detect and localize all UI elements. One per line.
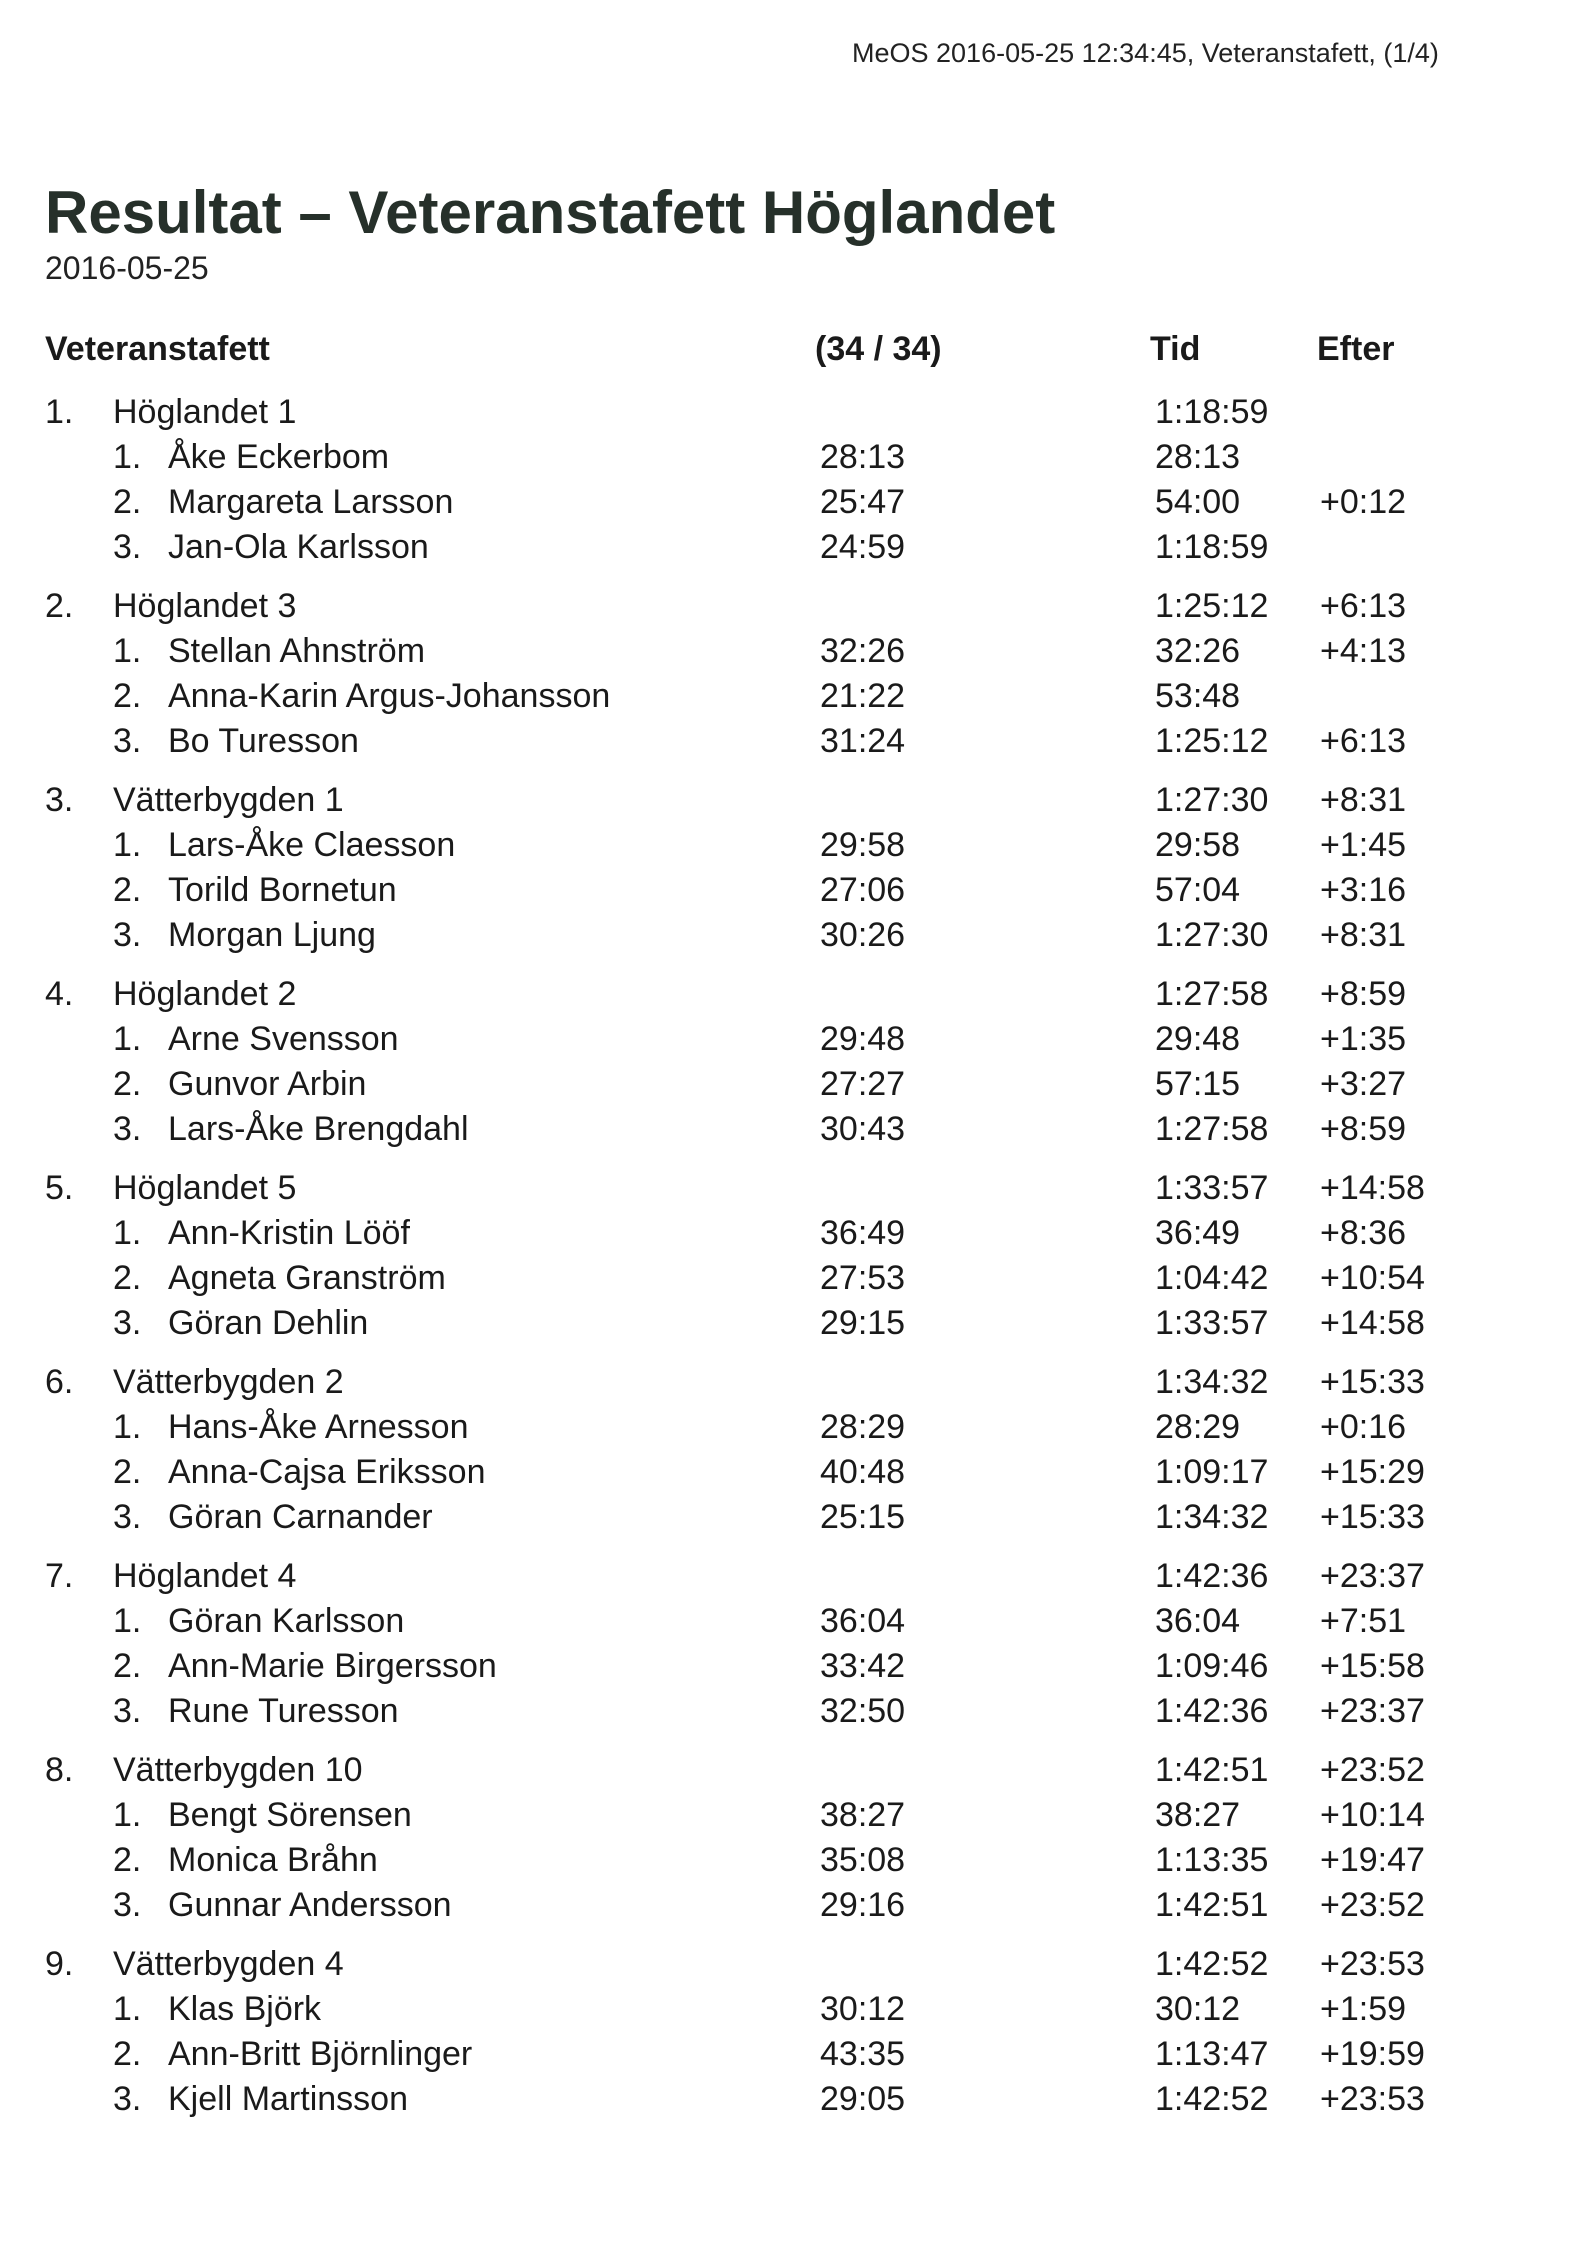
runner-name: Bo Turesson: [168, 722, 359, 760]
leg-row: [45, 2032, 1465, 2077]
leg-time: 25:47: [820, 483, 906, 521]
leg-place: 3.: [113, 916, 142, 954]
leg-row: [45, 823, 1465, 868]
runner-name: Anna-Karin Argus-Johansson: [168, 677, 611, 715]
leg-time: 30:12: [820, 1990, 906, 2028]
leg-tid: 32:26: [1155, 632, 1241, 670]
leg-tid: 28:13: [1155, 438, 1241, 476]
runner-name: Monica Bråhn: [168, 1841, 378, 1879]
team-tid: 1:25:12: [1155, 587, 1269, 625]
team-name: Vätterbygden 2: [113, 1363, 344, 1401]
leg-time: 36:04: [820, 1602, 906, 1640]
leg-tid: 53:48: [1155, 677, 1241, 715]
leg-row: [45, 480, 1465, 525]
leg-time: 27:27: [820, 1065, 906, 1103]
team-name: Vätterbygden 1: [113, 781, 344, 819]
leg-tid: 1:13:35: [1155, 1841, 1269, 1879]
leg-time: 30:26: [820, 916, 906, 954]
team-tid: 1:34:32: [1155, 1363, 1269, 1401]
leg-place: 2.: [113, 1647, 142, 1685]
leg-row: [45, 1644, 1465, 1689]
leg-time: 35:08: [820, 1841, 906, 1879]
team-place: 5.: [45, 1169, 74, 1207]
leg-tid: 1:13:47: [1155, 2035, 1269, 2073]
team-efter: +14:58: [1320, 1169, 1425, 1207]
team-block: [45, 1554, 1465, 1734]
team-row: [45, 390, 1465, 435]
team-efter: +15:33: [1320, 1363, 1425, 1401]
team-name: Höglandet 5: [113, 1169, 297, 1207]
leg-place: 3.: [113, 1110, 142, 1148]
leg-time: 32:26: [820, 632, 906, 670]
runner-name: Kjell Martinsson: [168, 2080, 408, 2118]
team-tid: 1:27:58: [1155, 975, 1269, 1013]
leg-row: [45, 719, 1465, 764]
leg-tid: 1:34:32: [1155, 1498, 1269, 1536]
leg-time: 29:48: [820, 1020, 906, 1058]
leg-row: [45, 1017, 1465, 1062]
leg-row: [45, 1495, 1465, 1540]
team-row: [45, 972, 1465, 1017]
leg-row: [45, 913, 1465, 958]
team-row: [45, 1360, 1465, 1405]
team-name: Höglandet 1: [113, 393, 297, 431]
team-block: [45, 1942, 1465, 2122]
runner-name: Arne Svensson: [168, 1020, 399, 1058]
count-header: (34 / 34): [815, 330, 942, 368]
leg-tid: 54:00: [1155, 483, 1241, 521]
leg-place: 1.: [113, 826, 142, 864]
leg-time: 43:35: [820, 2035, 906, 2073]
team-row: [45, 1942, 1465, 1987]
team-efter: +8:59: [1320, 975, 1407, 1013]
team-row: [45, 778, 1465, 823]
leg-place: 1.: [113, 1602, 142, 1640]
leg-place: 1.: [113, 1214, 142, 1252]
leg-tid: 28:29: [1155, 1408, 1241, 1446]
team-tid: 1:18:59: [1155, 393, 1269, 431]
leg-efter: +10:54: [1320, 1259, 1425, 1297]
leg-time: 29:16: [820, 1886, 906, 1924]
runner-name: Rune Turesson: [168, 1692, 399, 1730]
leg-place: 2.: [113, 1065, 142, 1103]
leg-tid: 57:15: [1155, 1065, 1241, 1103]
leg-tid: 36:49: [1155, 1214, 1241, 1252]
leg-place: 2.: [113, 483, 142, 521]
leg-efter: +23:52: [1320, 1886, 1425, 1924]
leg-efter: +1:59: [1320, 1990, 1407, 2028]
leg-place: 2.: [113, 2035, 142, 2073]
leg-time: 27:53: [820, 1259, 906, 1297]
leg-tid: 1:09:46: [1155, 1647, 1269, 1685]
leg-tid: 1:09:17: [1155, 1453, 1269, 1491]
team-row: [45, 1748, 1465, 1793]
leg-efter: +6:13: [1320, 722, 1407, 760]
leg-row: [45, 1883, 1465, 1928]
leg-place: 2.: [113, 1259, 142, 1297]
runner-name: Morgan Ljung: [168, 916, 376, 954]
team-place: 8.: [45, 1751, 74, 1789]
team-name: Vätterbygden 10: [113, 1751, 363, 1789]
runner-name: Åke Eckerbom: [168, 438, 390, 476]
leg-place: 3.: [113, 1498, 142, 1536]
leg-row: [45, 1062, 1465, 1107]
leg-place: 2.: [113, 871, 142, 909]
team-place: 1.: [45, 393, 74, 431]
leg-efter: +8:59: [1320, 1110, 1407, 1148]
team-name: Vätterbygden 4: [113, 1945, 344, 1983]
leg-efter: +23:37: [1320, 1692, 1425, 1730]
leg-time: 31:24: [820, 722, 906, 760]
leg-place: 2.: [113, 1453, 142, 1491]
runner-name: Bengt Sörensen: [168, 1796, 412, 1834]
leg-efter: +15:58: [1320, 1647, 1425, 1685]
runner-name: Göran Dehlin: [168, 1304, 369, 1342]
leg-place: 3.: [113, 1886, 142, 1924]
leg-row: [45, 1838, 1465, 1883]
leg-time: 21:22: [820, 677, 906, 715]
runner-name: Lars-Åke Claesson: [168, 826, 456, 864]
team-tid: 1:33:57: [1155, 1169, 1269, 1207]
leg-tid: 1:42:52: [1155, 2080, 1269, 2118]
team-efter: +23:52: [1320, 1751, 1425, 1789]
runner-name: Klas Björk: [168, 1990, 322, 2028]
leg-place: 2.: [113, 1841, 142, 1879]
leg-place: 1.: [113, 632, 142, 670]
runner-name: Torild Bornetun: [168, 871, 397, 909]
team-block: [45, 584, 1465, 764]
leg-tid: 1:42:51: [1155, 1886, 1269, 1924]
runner-name: Lars-Åke Brengdahl: [168, 1110, 469, 1148]
team-place: 2.: [45, 587, 74, 625]
team-block: [45, 972, 1465, 1152]
leg-time: 29:05: [820, 2080, 906, 2118]
leg-efter: +3:16: [1320, 871, 1407, 909]
results-table: [45, 330, 1465, 2136]
team-place: 9.: [45, 1945, 74, 1983]
leg-tid: 1:25:12: [1155, 722, 1269, 760]
leg-tid: 1:27:30: [1155, 916, 1269, 954]
leg-tid: 36:04: [1155, 1602, 1241, 1640]
leg-time: 29:15: [820, 1304, 906, 1342]
leg-efter: +14:58: [1320, 1304, 1425, 1342]
runner-name: Hans-Åke Arnesson: [168, 1408, 469, 1446]
team-block: [45, 390, 1465, 570]
efter-header: Efter: [1317, 330, 1395, 368]
leg-row: [45, 1689, 1465, 1734]
leg-place: 1.: [113, 438, 142, 476]
leg-row: [45, 1793, 1465, 1838]
leg-tid: 1:04:42: [1155, 1259, 1269, 1297]
team-efter: +23:37: [1320, 1557, 1425, 1595]
leg-row: [45, 1107, 1465, 1152]
leg-row: [45, 1301, 1465, 1346]
leg-place: 1.: [113, 1408, 142, 1446]
leg-time: 28:13: [820, 438, 906, 476]
leg-row: [45, 1256, 1465, 1301]
team-efter: +8:31: [1320, 781, 1407, 819]
leg-row: [45, 435, 1465, 480]
leg-place: 1.: [113, 1796, 142, 1834]
runner-name: Göran Carnander: [168, 1498, 433, 1536]
team-tid: 1:42:36: [1155, 1557, 1269, 1595]
leg-efter: +1:45: [1320, 826, 1407, 864]
leg-time: 28:29: [820, 1408, 906, 1446]
leg-efter: +7:51: [1320, 1602, 1407, 1640]
leg-row: [45, 1211, 1465, 1256]
leg-efter: +0:16: [1320, 1408, 1407, 1446]
runner-name: Ann-Britt Björnlinger: [168, 2035, 473, 2073]
leg-place: 3.: [113, 722, 142, 760]
leg-place: 3.: [113, 2080, 142, 2118]
leg-efter: +0:12: [1320, 483, 1407, 521]
team-row: [45, 1554, 1465, 1599]
team-tid: 1:42:51: [1155, 1751, 1269, 1789]
leg-row: [45, 629, 1465, 674]
team-tid: 1:42:52: [1155, 1945, 1269, 1983]
team-block: [45, 778, 1465, 958]
runner-name: Gunvor Arbin: [168, 1065, 367, 1103]
team-place: 7.: [45, 1557, 74, 1595]
team-place: 6.: [45, 1363, 74, 1401]
team-row: [45, 584, 1465, 629]
team-name: Höglandet 2: [113, 975, 297, 1013]
leg-time: 36:49: [820, 1214, 906, 1252]
runner-name: Göran Karlsson: [168, 1602, 405, 1640]
leg-efter: +15:33: [1320, 1498, 1425, 1536]
team-efter: +23:53: [1320, 1945, 1425, 1983]
event-date: 2016-05-25: [45, 250, 209, 286]
leg-time: 29:58: [820, 826, 906, 864]
team-row: [45, 1166, 1465, 1211]
team-name: Höglandet 4: [113, 1557, 297, 1595]
runner-name: Gunnar Andersson: [168, 1886, 452, 1924]
leg-row: [45, 1599, 1465, 1644]
team-block: [45, 1166, 1465, 1346]
leg-tid: 29:58: [1155, 826, 1241, 864]
class-name-header: Veteranstafett: [45, 330, 270, 368]
leg-place: 3.: [113, 528, 142, 566]
leg-row: [45, 1405, 1465, 1450]
team-place: 4.: [45, 975, 74, 1013]
team-name: Höglandet 3: [113, 587, 297, 625]
leg-row: [45, 868, 1465, 913]
leg-tid: 30:12: [1155, 1990, 1241, 2028]
leg-time: 40:48: [820, 1453, 906, 1491]
tid-header: Tid: [1150, 330, 1201, 368]
team-efter: +6:13: [1320, 587, 1407, 625]
runner-name: Ann-Kristin Lööf: [168, 1214, 410, 1252]
runner-name: Agneta Granström: [168, 1259, 446, 1297]
runner-name: Stellan Ahnström: [168, 632, 426, 670]
leg-time: 30:43: [820, 1110, 906, 1148]
leg-efter: +1:35: [1320, 1020, 1407, 1058]
leg-efter: +8:31: [1320, 916, 1407, 954]
leg-time: 27:06: [820, 871, 906, 909]
leg-row: [45, 674, 1465, 719]
leg-tid: 1:33:57: [1155, 1304, 1269, 1342]
leg-time: 33:42: [820, 1647, 906, 1685]
leg-efter: +8:36: [1320, 1214, 1407, 1252]
leg-efter: +3:27: [1320, 1065, 1407, 1103]
page-title: Resultat – Veteranstafett Höglandet: [45, 179, 1056, 246]
leg-tid: 29:48: [1155, 1020, 1241, 1058]
leg-efter: +23:53: [1320, 2080, 1425, 2118]
leg-efter: +15:29: [1320, 1453, 1425, 1491]
leg-tid: 1:42:36: [1155, 1692, 1269, 1730]
leg-time: 24:59: [820, 528, 906, 566]
leg-tid: 57:04: [1155, 871, 1241, 909]
team-block: [45, 1360, 1465, 1540]
results-header-row: [45, 330, 1465, 390]
leg-place: 1.: [113, 1990, 142, 2028]
team-place: 3.: [45, 781, 74, 819]
runner-name: Jan-Ola Karlsson: [168, 528, 429, 566]
leg-row: [45, 2077, 1465, 2122]
leg-row: [45, 525, 1465, 570]
leg-efter: +19:59: [1320, 2035, 1425, 2073]
leg-tid: 1:18:59: [1155, 528, 1269, 566]
leg-place: 2.: [113, 677, 142, 715]
leg-place: 3.: [113, 1304, 142, 1342]
team-tid: 1:27:30: [1155, 781, 1269, 819]
runner-name: Anna-Cajsa Eriksson: [168, 1453, 486, 1491]
leg-time: 38:27: [820, 1796, 906, 1834]
leg-tid: 1:27:58: [1155, 1110, 1269, 1148]
leg-time: 25:15: [820, 1498, 906, 1536]
page-header: MeOS 2016-05-25 12:34:45, Veteranstafett, (1/4): [852, 38, 1439, 68]
leg-efter: +10:14: [1320, 1796, 1425, 1834]
leg-row: [45, 1987, 1465, 2032]
leg-efter: +19:47: [1320, 1841, 1425, 1879]
leg-tid: 38:27: [1155, 1796, 1241, 1834]
runner-name: Margareta Larsson: [168, 483, 454, 521]
leg-row: [45, 1450, 1465, 1495]
team-block: [45, 1748, 1465, 1928]
leg-efter: +4:13: [1320, 632, 1407, 670]
leg-place: 1.: [113, 1020, 142, 1058]
leg-place: 3.: [113, 1692, 142, 1730]
leg-time: 32:50: [820, 1692, 906, 1730]
runner-name: Ann-Marie Birgersson: [168, 1647, 497, 1685]
